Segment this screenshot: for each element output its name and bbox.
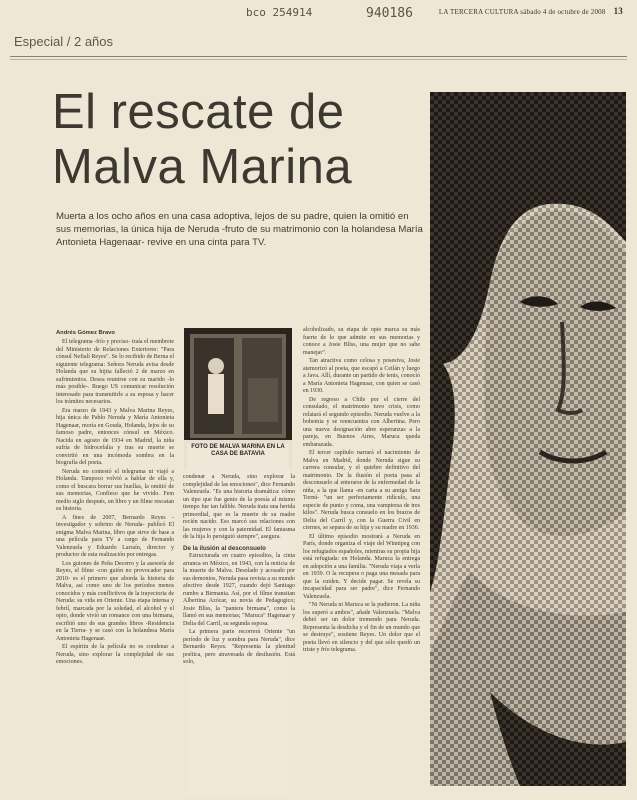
archive-stamp-left: bco 254914 <box>246 6 313 19</box>
paragraph: A fines de 2007, Bernardo Reyes -investigador y sobrino de Neruda- publicó El enigma Malva Marina, libro que sirve de base a una película para TV a cargo de Fernando Valenzuela y Eduardo Larraín, director y productor de esta realización por entregas. <box>56 514 174 558</box>
paragraph: El espíritu de la película no es condenar a Neruda, sino explorar la complejidad de sus emociones. <box>56 644 174 665</box>
byline: Andrés Gómez Bravo <box>56 330 115 336</box>
article-column-2 <box>183 474 295 796</box>
portrait-photo <box>430 92 626 786</box>
paragraph: "Ni Neruda ni Maruca se la pudieron. La niña los superó a ambos", añade Valenzuela. "Malva debió ser un dolor tremendo para Neruda. Representa la desdicha y el fin de un mundo que se destruye", sostiene Reyes. Un dolor que el poeta llevó en silencio y del que sólo quedó un triste y frío telegrama. <box>303 602 420 653</box>
header-rule-thin <box>10 59 627 60</box>
page-header <box>0 0 637 30</box>
paragraph: Neruda no contestó el telegrama ni viajó a Holanda. Tampoco volvió a hablar de ella y, como el buscara borrar sus huellas, la omitió de sus memorias, Confieso que he vivido. Fem medio siglo después, un libro y un filme rescatan su historia. <box>56 468 174 512</box>
paragraph: El último episodio mostrará a Neruda en París, donde organiza el viaje del Winnipeg con los refugiados españoles, mientras su propia hija está refugiada: en Holanda. Maruca la entrega en adopción a una familia. "Neruda viaja a verla en 1939. O la recupera o paga una mesada para que la cuiden. Y decide pagar. Se revela su incapacidad para ser padre", dice Fernando Valenzuela. <box>303 533 420 600</box>
paragraph: La primera parte recorrerá Oriente "un período de luz y sombra para Neruda", dice Bernardo Reyes. "Representa la plenitud poética, pero atravesada de desilusión. Está solo, <box>183 629 295 665</box>
paragraph: condenar a Neruda, sino explorar la complejidad de las emociones", dice Fernando Valenzuela. "Es una historia dramática: cómo un tipo que fue genio de la poesía al mismo tiempo fue tan falible. Neruda trata una herida primordial, que es la muerte de su madre recién nacido. Eso marcó sus relaciones con las mujeres y con la paternidad. El fantasma de la hija lo persiguió siempre", asegura. <box>183 474 295 540</box>
article-column-1 <box>56 339 174 795</box>
article-lede: Muerta a los ocho años en una casa adoptiva, lejos de su padre, quien la omitió en sus memorias, la única hija de Neruda -fruto de su matrimonio con la holandesa María Antonieta Hagenaar- revive en una cinta para TV. <box>56 211 423 248</box>
publication-line <box>439 6 623 16</box>
publication-date: LA TERCERA CULTURA sábado 4 de octubre de 2008 <box>438 8 606 16</box>
section-label: Especial / 2 años <box>14 34 114 49</box>
title-line-1: El rescate de <box>52 85 345 139</box>
section-subhead: De la ilusión al desconsuelo <box>183 544 266 552</box>
inset-photo-caption: FOTO DE MALVA MARINA EN LA CASA DE BATAVIA <box>187 444 289 796</box>
paragraph: Tan atractiva como celosa y posesiva, Josie atemorizó al poeta, que escapó a Ceilán y luego a Java. Allí, durante un partido de tenis, conoció a María Antonieta Hagenaar, con quien se casó en 1930. <box>303 358 420 394</box>
paragraph: Era marzo de 1943 y Malva Marina Reyes, hija única de Pablo Neruda y María Antonieta Hagenaar, moría en Gouda, Holanda, lejos de su famoso padre, entonces cónsul en México. Nacida en agosto de 1934 en Madrid, la niña sufría de hidrocefalia y tras su muerte se convirtió en una incómoda sombra en la biografía del poeta. <box>56 407 174 466</box>
paragraph: El tercer capítulo narrará el nacimiento de Malva en Madrid, donde Neruda sigue su carrera consular, y el quiebre definitivo del matrimonio. De la ilusión el poeta pasa al desconsuelo al enterarse de la enfermedad de la niña, a la que llama -en carta a su amiga Sara Tornú- "un ser perfectamente ridículo, una especie de punto y coma, una vampiresa de tres kilos". Neruda busca consuelo en los brazos de Delia del Carril y, con la Guerra Civil en ciernes, se separa de su hija y su madre en 1936. <box>303 450 420 531</box>
archive-stamp-right: 940186 <box>366 6 413 21</box>
article-column-3 <box>303 327 420 796</box>
paragraph: alcoholizado, su etapa de opio marca su más fuerte de lo que admite en sus memorias y conoce a Josie Bliss, una mujer que no sabe manejar". <box>303 327 420 356</box>
article-title <box>52 85 412 195</box>
paragraph: De regreso a Chile por el cierre del consulado, el matrimonio tuvo crisis, como relatará el segundo episodio. Neruda vuelve a la bohemia y se reencuentra con Albertina. Pero una nueva designación abre esperanzas a la pareja, en Buenos Aires, Maruca queda embarazada. <box>303 396 420 448</box>
paragraph: El telegrama -frío y preciso- traía el membrete del Ministerio de Relaciones Exteriores: "Para cónsul Neftalí Reyes". Se lo recibido de Berna el siguiente telegrama: Señora Neruda avisa desde Holanda que su hijita falleció 2 de marzo en sufrimientos. Desea reunirse con su marido -lo más posible-. Ruego US comunicar resolución interesado para transmitirle a su esposa y hacer los trámites necesarios. <box>56 339 174 405</box>
title-line-2: Malva Marina <box>52 140 353 194</box>
paragraph: Estructurada en cuatro episodios, la cinta arranca en México, en 1943, con la noticia de la muerte de Malva. Desolado y acosado por sus demonios, Neruda pasa revista a su mundo afectivo desde 1927, cuando dejó Santiago rumbo a Birmania. Así, por el filme transitan Albertina Azócar, su novia de Pedagogico; Josie Bliss, la "pantera birmana", como la llamó en sus memorias; "Maruca" Hagenaar y Delia del Carril, su segunda esposa. <box>183 553 295 627</box>
header-rule <box>10 56 627 57</box>
page-number: 13 <box>613 6 623 16</box>
paragraph: Los guiones de Peña Decerro y la asesoría de Reyes, el filme -con guión no provocador para 2010- es el primero que aborda la historia de Malva, así como uno de los períodos menos conocidos y más conflictivos de la trayectoria de Neruda: su vida en Oriente. Una etapa intensa y febril, marcada por la soledad, el alcohol y el opio, donde vivió un romance con una birmana, escribió uno de sus grandes libros -Residencia en la Tierra- y se casó con la holandesa María Antonieta Hagenaar. <box>56 560 174 642</box>
